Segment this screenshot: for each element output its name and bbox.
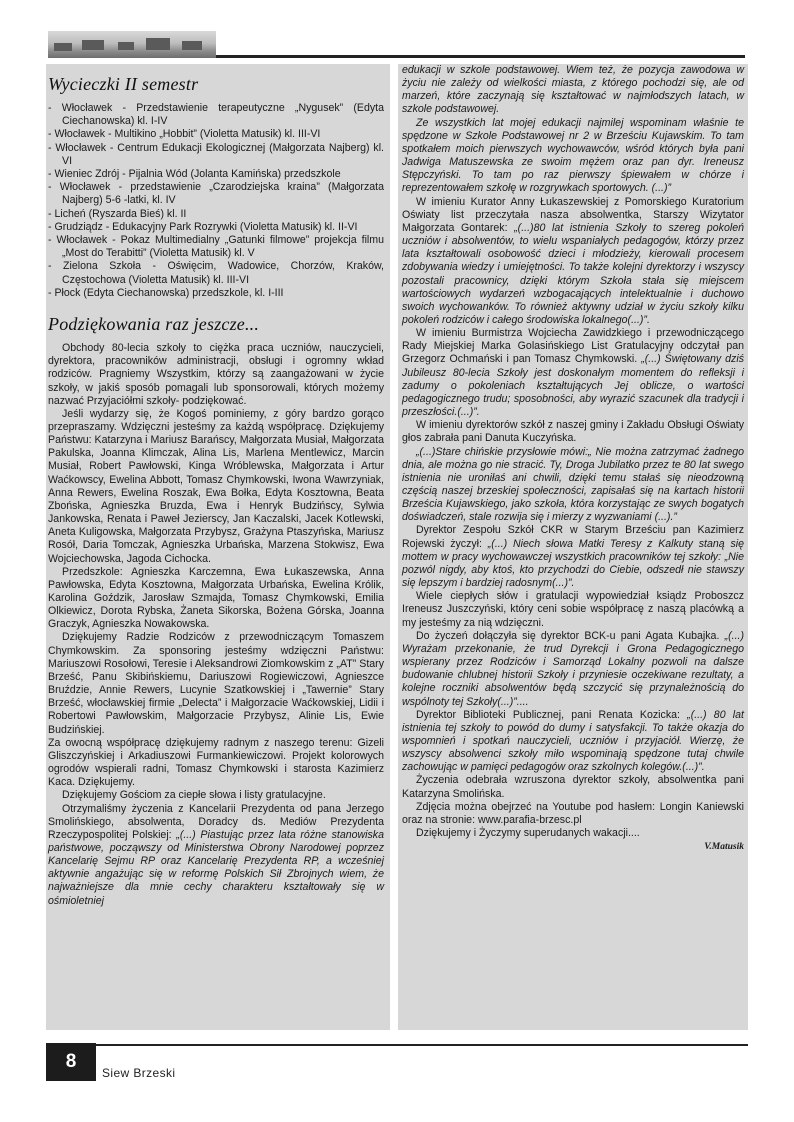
paragraph [402, 196, 744, 328]
quote-text: „(...) Niech słowa Matki Teresy z Kalkuty staną się mottem w pracy wychowawczej wszystkich pracowników tej szkoły: „Nie pozwól nigdy, aby ktoś, kto przychodzi do Ciebie, odszedł nie stawszy się lepszym i bardziej radosnym(...)”. [402, 537, 744, 590]
paragraph: Za owocną współpracę dziękujemy radnym z naszego terenu: Gizeli Gliszczyńskiej i Arkadiuszowi Furmankiewiczowi. Projekt kolorowych ogrodów wspierali radni, Tomasz Chymkowski i starosta Kazimierz Kaca. Dziękujemy. [48, 736, 384, 789]
quote-text: „(...) Piastując przez lata różne stanowiska państwowe, począwszy od Ministerstwa Obrony Narodowej poprzez Kancelarię Sejmu RP oraz Kancelarię Prezydenta RP, a wcześniej aktywnie angażując się w reformę Polskich Sił Zbrojnych wiem, że najważniejsze dla mnie cechy charakteru kształtowały się w ośmioletniej [48, 828, 384, 907]
paragraph: Przedszkole: Agnieszka Karczemna, Ewa Łukaszewska, Anna Pawłowska, Edyta Kosztowna, Małgorzata Urbańska, Ewelina Królik, Karolina Goździk, Jarosław Szmajda, Tomasz Chymkowski, Emilia Olkiewicz, Dorota Rybska, Żaneta Sikorska, Bożena Górska, Joanna Graczyk, Agnieszka Nowakowska. [48, 565, 384, 631]
trip-item: - Licheń (Ryszarda Bieś) kl. II [48, 207, 187, 220]
trip-item: - Włocławek - Pokaz Multimedialny „Gatunki filmowe” projekcja filmu „Most do Terabitti” (Violetta Matusik) kl. V [48, 234, 384, 260]
trip-item: - Płock (Edyta Ciechanowska) przedszkole, kl. I-III [48, 286, 284, 299]
trip-item: - Wieniec Zdrój - Pijalnia Wód (Jolanta Kamińska) przedszkole [48, 168, 341, 181]
left-column [46, 64, 390, 1030]
trip-item: - Włocławek - Centrum Edukacji Ekologicznej (Małgorzata Najberg) kl. VI [48, 141, 384, 167]
paragraph-text: Dyrektor Zespołu Szkół CKR w Starym Brześciu pan Kazimierz Rojewski życzył: [402, 524, 744, 550]
paragraph [48, 803, 384, 908]
paragraph: Jeśli wydarzy się, że Kogoś pominiemy, z góry bardzo gorąco przepraszamy. Wdzięczni jesteśmy za każdą współpracę. Dziękujemy Państwu: Katarzyna i Mariusz Barańscy, Małgorzata Musiał, Małgorzata Pakulska, Joanna Klimczak, Alina Lis, Marlena Mentlewicz, Marcin Musiał, Robert Pawłowski, Kinga Wróblewska, Małgorzata i Artur Waćkowscy, Ewelina Abbott, Tomasz Chymkowski, Iwona Wawrzyniak, Anna Rewers, Ewelina Roszak, Ewa Bołka, Edyta Kosztowna, Beata Zbońska, Agnieszka Bruzda, Ewa i Henryk Budzińscy, Sylwia Jankowska, Renata i Paweł Jezierscy, Jan Kaczalski, Jacek Kotlewski, Aneta Kuligowska, Małgorzata Przybysz, Grażyna Ptaszyńska, Mariusz Rosół, Daria Tomczak, Agnieszka Urbańska, Marzena Stokwisz, Ewa Wojciechowska, Jagoda Cichocka. [48, 407, 384, 565]
paragraph [402, 709, 744, 775]
paragraph: Dziękujemy Gościom za ciepłe słowa i listy gratulacyjne. [62, 789, 326, 802]
trip-item: - Włocławek - przedstawienie „Czarodziejska kraina” (Małgorzata Najberg) 5-6 -latki, kl. IV [48, 181, 384, 207]
trip-item: - Zielona Szkoła - Oświęcim, Wadowice, Chorzów, Kraków, Częstochowa (Violetta Matusik) kl. III-VI [48, 260, 384, 286]
quote-text: „(...) Wyrażam przekonanie, że trud Dyrekcji i Grona Pedagogicznego wspierany przez Rodziców i Samorząd Lokalny pozwoli na dalsze budowanie chlubnej historii Szkoły i przyniesie oczekiwane rezultaty, a kolejne roczniki absolwentów będą szczycić się przynależnością do wspólnoty tej Szkoły(...)”.... [402, 629, 744, 708]
quote-text: „(...) 80 lat istnienia tej szkoły to powód do dumy i satysfakcji. To także okazja do wspomnień i spotkań nauczycieli, uczniów i przyjaciół. Wierzę, że wszyscy absolwenci szkoły miło wspominają spędzone tutaj chwile zachowując w pamięci pedagogów oraz szkolnych kolegów.(...)”. [402, 708, 744, 774]
paragraph [402, 327, 744, 419]
trips-title: Wycieczki II semestr [48, 74, 199, 94]
header-rule [216, 55, 745, 58]
paragraph: Wiele ciepłych słów i gratulacji wypowiedział ksiądz Proboszcz Ireneusz Juszczyński, który ceni sobie współpracę z naszą placówką a my jesteśmy za nią wdzięczni. [402, 590, 744, 629]
paragraph-text: W imieniu Burmistrza Wojciecha Zawidzkiego i przewodniczącego Rady Miejskiej Marka Golasińskiego List Gratulacyjny odczytał pan Grzegorz Ochmański i pan Tomasz Chymkowski. [402, 327, 744, 366]
paragraph-text: Do życzeń dołączyła się dyrektor BCK-u pani Agata Kubajka. [416, 629, 725, 642]
village-panorama-image [48, 31, 216, 58]
quote-text: edukacji w szkole podstawowej. Wiem też, że pozycja zawodowa w życiu nie zależy od wielkości miasta, z którego pochodzi się, ale od marzeń, które zaczynają się kształtować w najmłodszych latach, w szkole podstawowej. [402, 64, 744, 116]
paragraph: Zdjęcia można obejrzeć na Youtube pod hasłem: Longin Kaniewski oraz na stronie: www.parafia-brzesc.pl [402, 800, 744, 826]
quote-text: Ze wszystkich lat mojej edukacji najmilej wspominam właśnie te spędzone w Szkole Podstawowej nr 2 w Brześciu Kujawskim. To tam spotkałem moich pierwszych wychowawców, wśród których była pani Jadwiga Matuszewska ze swoim mężem oraz pan dyr. Ireneusz Stępczyński. To tam po raz pierwszy śpiewałem w chórze i reprezentowałem szkołę w rozgrywkach sportowych. (...)” [402, 116, 744, 195]
paragraph [402, 524, 744, 590]
quote-text: „(...) Świętowany dziś Jubileusz 80-lecia Szkoły jest doskonałym momentem do refleksji i zadumy o pokoleniach kształtujących Jej oblicze, o wartości pedagogicznego trudu; sposobności, aby wyrazić szacunek dla tradycji i przeszłości.(...)”. [402, 353, 744, 419]
quote-text: „(...)Stare chińskie przysłowie mówi:„ Nie można zatrzymać żadnego dnia, ale można go nie stracić. Ty, Droga Jubilatko przez te 80 lat swego istnienia nie uroniłaś ani chwili, dzięki temu stałaś się nieodzowną częścią naszej brzeskiej społeczności, zapisałaś się na kartach historii Brześcia Kujawskiego, jako szkoła, która korzystając ze swych bogatych doświadczeń, stale rozwija się i mierzy z wyzwaniami (...).” [402, 445, 744, 524]
paragraph: Dziękujemy i Życzymy superudanych wakacji.... [416, 827, 640, 840]
paragraph-text: Dyrektor Biblioteki Publicznej, pani Renata Kozicka: [416, 708, 688, 721]
paragraph: Obchody 80-lecia szkoły to ciężka praca uczniów, nauczycieli, dyrektora, pracowników administracji, obsługi i ogromny wkład rodziców. Pragniemy Wszystkim, którzy są zaangażowani w życie szkoły, w jakiś sposób pomagali lub sponsorowali, których możemy nazwać Przyjaciółmi szkoły- podziękować. [48, 342, 384, 407]
footer-rule [96, 1044, 748, 1046]
paragraph: W imieniu dyrektorów szkół z naszej gminy i Zakładu Obsługi Oświaty głos zabrała pani Danuta Kuczyńska. [402, 419, 744, 445]
trips-list [48, 102, 384, 300]
paragraph-text: W imieniu Kurator Anny Łukaszewskiej z Pomorskiego Kuratorium Oświaty list przeczytała nasza absolwentka, Starszy Wizytator Małgorzata Gontarek: [402, 195, 744, 234]
paragraph-text: Otrzymaliśmy życzenia z Kancelarii Prezydenta od pana Jerzego Smolińskiego, absolwenta, Doradcy ds. Mediów Prezydenta Rzeczypospolitej Polskiej: [48, 802, 384, 841]
right-column [398, 64, 748, 1030]
quote-text: „(...)80 lat istnienia Szkoły to szereg pokoleń uczniów i absolwentów, to wielu wspaniałych pedagogów, którzy przez lata kształtowali osobowość dzieci i młodzieży, kierowali procesem zdobywania wiedzy i umiejętności. To także kolejni dyrektorzy i wszyscy pozostali pracownicy, dzięki którym Szkoła stała się miejscem wartościowych wydarzeń wzbogacających intelektualnie i duchowo swoich wychowanków. To również aktywny udział w życiu szkoły kilku pokoleń rodziców i całego środowiska lokalnego(...)”. [402, 221, 745, 326]
paragraph [402, 630, 744, 709]
magazine-title: Siew Brzeski [102, 1066, 176, 1080]
trip-item: - Włocławek - Przedstawienie terapeutyczne „Nygusek” (Edyta Ciechanowska) kl. I-IV [48, 102, 384, 128]
thanks-title: Podziękowania raz jeszcze... [48, 314, 260, 335]
author-signature: V.Matusik [704, 842, 744, 853]
trip-item: - Grudziądz - Edukacyjny Park Rozrywki (Violetta Matusik) kl. II-VI [48, 220, 358, 233]
paragraph: Życzenia odebrała wzruszona dyrektor szkoły, absolwentka pani Katarzyna Smolińska. [402, 774, 744, 800]
page-number: 8 [46, 1043, 96, 1081]
trip-item: - Włocławek - Multikino „Hobbit” (Violetta Matusik) kl. III-VI [48, 128, 321, 141]
paragraph: Dziękujemy Radzie Rodziców z przewodniczącym Tomaszem Chymkowskim. Za sponsoring jesteśmy wdzięczni Państwu: Mariuszowi Rosołowi, Teresie i Aleksandrowi Ziomkowskim z „AT” Stary Brześć, Panu Skibińskiemu, Dariuszowi Rogiewiczowi, Agnieszce Bruździe, Annie Rewers, Lucynie Szatkowskiej i „Tawernie” Stary Brześć, włocławskiej firmie „Delecta” i Małgorzacie Waćkowskiej, Lidii i Robertowi Pawłowskim, Małgorzacie Przybysz, Alinie Lis, Ewie Budzińskiej. [48, 631, 384, 736]
